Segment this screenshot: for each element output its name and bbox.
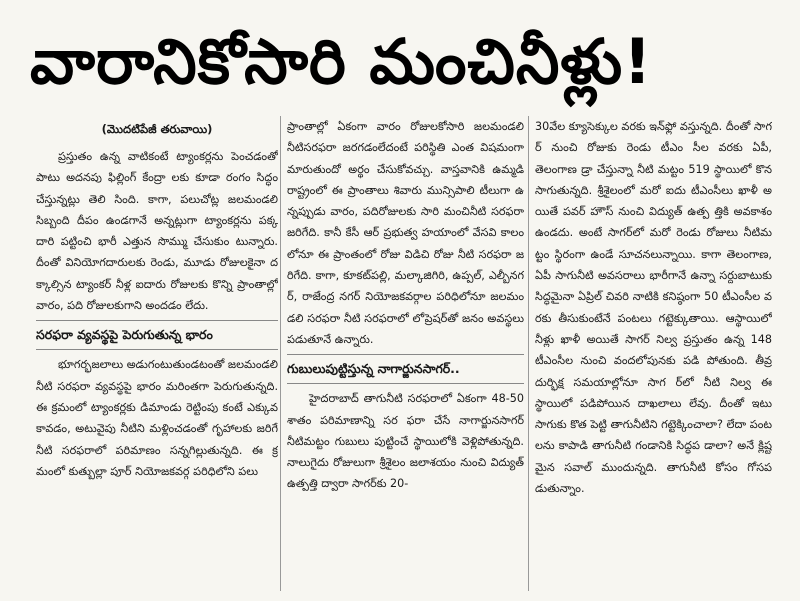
headline: వారానికోసారి మంచినీళ్లు!	[30, 25, 653, 98]
column-2	[280, 116, 524, 591]
subhead-supply-burden: సరఫరా వ్యవస్థపై పెరుగుతున్న భారం	[36, 320, 278, 350]
column-1-paragraph-1: ప్రస్తుతం ఉన్న వాటికంటే ట్యాంకర్లను పెంచడంతో పాటు అదనపు ఫిల్లింగ్ కేంద్రా లకు కూడా రంగం సిద్ధం చేస్తున్నట్లు తెలి సింది. కాగా, పలుచోట్ల జలమండలి సిబ్బంది దీపం ఉండగానే అన్నట్లుగా ట్యాంకర్లను పక్క దారి పట్టించి భారీ ఎత్తున సొమ్ము చేసుకుం టున్నారు. దీంతో వినియోగదారులకు రెండు, మూడు రోజులకైనా దక్కాల్సిన ట్యాంకర్ నీళ్ల ఐదారు రోజులకు కొన్ని ప్రాంతాల్లో వారం, పది రోజులకుగాని అందడం లేదు.	[36, 150, 278, 313]
column-2-paragraph-2: హైదరాబాద్ తాగునీటి సరఫరాలో ఏకంగా 48-50 శాతం పరిమాణాన్ని సర ఫరా చేసే నాగార్జునసాగర్ నీటిమట్టం గుబులు పుట్టించే స్థాయిలోకి వెళ్లిపోతున్నది. నాలుగైదు రోజులుగా శ్రీశైలం జలాశయం నుంచి విద్యుత్ ఉత్పత్తి ద్వారా సాగర్‌కు 20-	[287, 392, 524, 491]
column-1-paragraph-2: భూగర్భజలాలు అడుగంటుతుండటంతో జలమండలి నీటి సరఫరా వ్యవస్థపై భారం మరింతగా పెరుగుతున్నది. ఈ క్రమంలో ట్యాంకర్లకు డిమాండు రెట్టింపు కంటే ఎక్కువ కావడం, అటువైపు నీటిని మళ్లించడంతో గృహాలకు జరిగే నీటి సరఫరాలో పరిమాణం సన్నగిల్లుతున్నది. ఈ క్రమంలో కుత్బుల్లా పూర్ నియోజకవర్గ పరిధిలోని పలు	[36, 358, 278, 478]
column-2-paragraph-1: ప్రాంతాల్లో ఏకంగా వారం రోజులకోసారి జలమండలి నీటిసరఫరా జరగడంలేదంటే పరిస్థితి ఎంత విషమంగా మారుతుందో అర్థం చేసుకోవచ్చు. వాస్తవానికి ఉమ్మడి రాష్ట్రంలో ఈ ప్రాంతాలు శివారు మున్సిపాలి టీలుగా ఉన్నప్పుడు వారం, పదిరోజులకు సారి మంచినీటి సరఫరా జరిగేది. కానీ కేసీ ఆర్ ప్రభుత్వ హయాంలో వేసవి కాలం లోనూ ఈ ప్రాంతంలో రోజు విడిచి రోజు నీటి సరఫరా జరిగేది. కాగా, కూకట్‌పల్లి, మల్కాజిగిరి, ఉప్పల్, ఎల్బీనగర్, రాజేంద్ర నగర్ నియోజకవర్గాల పరిధిలోనూ జలమం డలి సరఫరా నీటి సరఫరాలో లోప్రెషర్‌తో జనం అవస్థలు పడుతూనే ఉన్నారు.	[287, 120, 524, 346]
column-3-paragraph-1: 30వేల క్యూసెక్కుల వరకు ఇన్‌ఫ్లో వస్తున్నది. దీంతో సాగర్ నుంచి రోజుకు రెండు టీఎం సీల వరకు ఏపీ, తెలంగాణ డ్రా చేస్తున్నా నీటి మట్టం 519 స్థాయిలో కొనసాగుతున్నది. శ్రీశైలంలో మరో ఐదు టీఎంసీలు ఖాళీ అయితే పవర్ హౌస్ నుంచి విద్యుత్ ఉత్ప త్తికి అవకాశం ఉండదు. అంటే సాగర్‌లో మరో రెండు రోజులు నీటిమట్టం స్థిరంగా ఉండే సూచనలున్నాయి. కాగా తెలంగాణ, ఏపీ సాగునీటి అవసరాలు భారీగానే ఉన్నా సర్దుబాటుకు సిద్ధమైనా ఏప్రిల్ చివరి నాటికి కనిష్ఠంగా 50 టీఎంసీల వరకు తీసుకుంటేనే పంటలు గట్టెక్కుతాయి. ఆస్థాయిలో నీళ్లు ఖాళీ అయితే సాగర్ నిల్వ ప్రస్తుతం ఉన్న 148 టీఎంసీల నుంచి వందలోపునకు పడి పోతుంది. తీవ్ర దుర్భిక్ష సమయాల్లోనూ సాగ ర్‌లో నీటి నిల్వ ఈ స్థాయిలో పడిపోయిన దాఖలాలు లేవు. దీంతో ఇటు సాగుకు కొత పెట్టి తాగునీటిని గట్టెక్కించాలా? లేదా పంట లను కాపాడి తాగునీటి గండానికి సిద్ధప డాలా? అనే క్లిష్టమైన సవాల్ ముందున్నది. తాగునీటి కోసం గోసపడుతున్నాం.	[535, 120, 772, 496]
continued-from-front-page-tag: (మొదటిపేజీ తరువాయి)	[101, 122, 213, 136]
column-3	[528, 116, 772, 591]
subhead-nagarjunasagar: గుబులుపుట్టిస్తున్న నాగార్జునసాగర్..	[287, 354, 524, 384]
column-1	[36, 116, 278, 591]
